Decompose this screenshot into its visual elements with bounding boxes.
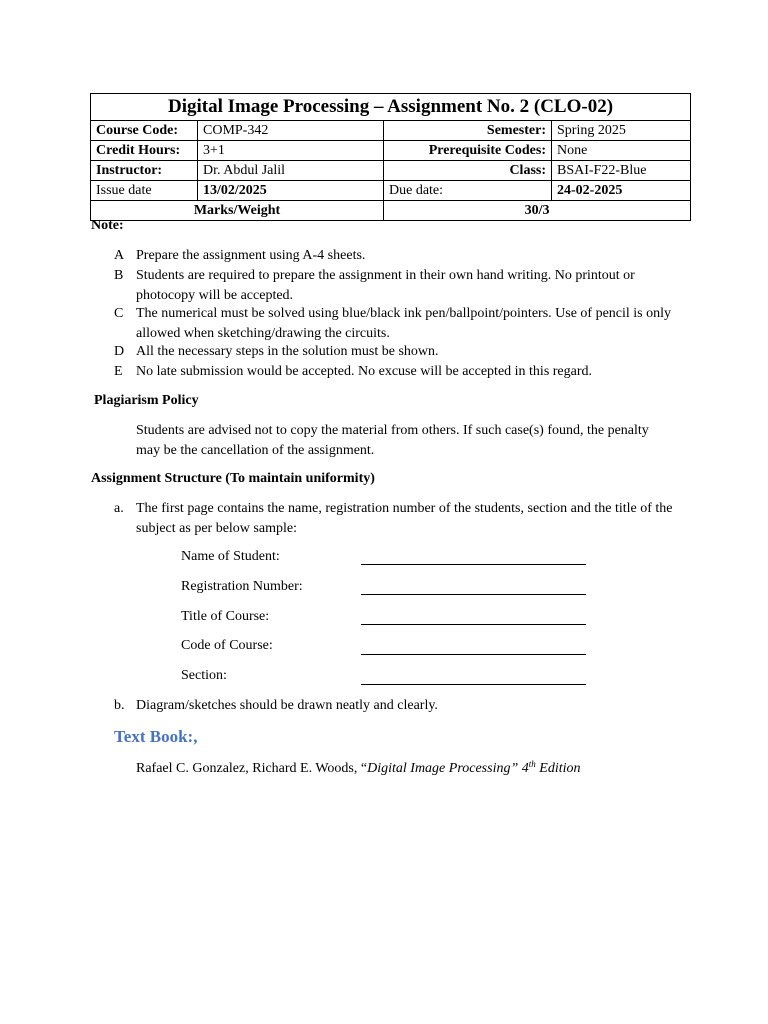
note-item-letter: B [114, 268, 124, 283]
field-label-section: Section: [181, 668, 227, 683]
prereq-label: Prerequisite Codes: [384, 141, 552, 161]
assignment-header-table [90, 93, 691, 221]
note-item-letter: D [114, 344, 125, 359]
edition-superscript: th [528, 759, 536, 769]
instructor-label: Instructor: [91, 161, 198, 181]
class-label: Class: [384, 161, 552, 181]
due-date-value: 24-02-2025 [552, 181, 691, 201]
marks-value: 30/3 [384, 201, 691, 221]
assignment-title: Digital Image Processing – Assignment No. 2 (CLO-02) [91, 94, 691, 121]
field-underline [361, 594, 586, 595]
credit-hours-value: 3+1 [198, 141, 384, 161]
structure-heading: Assignment Structure (To maintain uniformity) [91, 471, 375, 486]
textbook-reference [136, 759, 581, 777]
structure-item-text: The first page contains the name, registration number of the students, section and the title of the subject as per below sample: [136, 501, 673, 536]
class-value: BSAI-F22-Blue [552, 161, 691, 181]
semester-value: Spring 2025 [552, 121, 691, 141]
structure-item-letter: a. [114, 501, 124, 516]
field-label-course-code: Code of Course: [181, 638, 273, 653]
semester-label: Semester: [384, 121, 552, 141]
textbook-authors: Rafael C. Gonzalez, Richard E. Woods, “ [136, 761, 368, 776]
issue-date-value: 13/02/2025 [198, 181, 384, 201]
note-item-letter: E [114, 364, 123, 379]
field-underline [361, 564, 586, 565]
note-item-letter: A [114, 248, 125, 263]
issue-date-label: Issue date [91, 181, 198, 201]
marks-label: Marks/Weight [91, 201, 384, 221]
due-date-label: Due date: [384, 181, 552, 201]
field-underline [361, 654, 586, 655]
credit-hours-label: Credit Hours: [91, 141, 198, 161]
plagiarism-heading: Plagiarism Policy [94, 393, 199, 408]
note-label: Note: [91, 218, 124, 233]
course-code-label: Course Code: [91, 121, 198, 141]
note-item-text: No late submission would be accepted. No excuse will be accepted in this regard. [136, 364, 593, 379]
field-underline [361, 624, 586, 625]
prereq-value: None [552, 141, 691, 161]
field-label-course-title: Title of Course: [181, 609, 270, 624]
textbook-title: Digital Image Processing” 4th Edition [367, 759, 581, 776]
instructor-value: Dr. Abdul Jalil [198, 161, 384, 181]
note-item-letter: C [114, 306, 124, 321]
note-item-text: All the necessary steps in the solution must be shown. [136, 344, 439, 359]
note-item-text: The numerical must be solved using blue/black ink pen/ballpoint/pointers. Use of pencil is only allowed when sketching/drawing the circuits. [136, 306, 672, 341]
textbook-heading: Text Book:, [114, 727, 198, 746]
field-underline [361, 684, 586, 685]
note-item-text: Students are required to prepare the assignment in their own hand writing. No printout or photocopy will be accepted. [136, 268, 635, 303]
structure-item-text: Diagram/sketches should be drawn neatly and clearly. [136, 698, 438, 713]
field-label-name: Name of Student: [181, 549, 280, 564]
course-code-value: COMP-342 [198, 121, 384, 141]
structure-item-letter: b. [114, 698, 125, 713]
plagiarism-text: Students are advised not to copy the material from others. If such case(s) found, the penalty may be the cancellation of the assignment. [136, 423, 649, 458]
field-label-registration: Registration Number: [181, 579, 303, 594]
note-item-text: Prepare the assignment using A-4 sheets. [136, 248, 366, 263]
